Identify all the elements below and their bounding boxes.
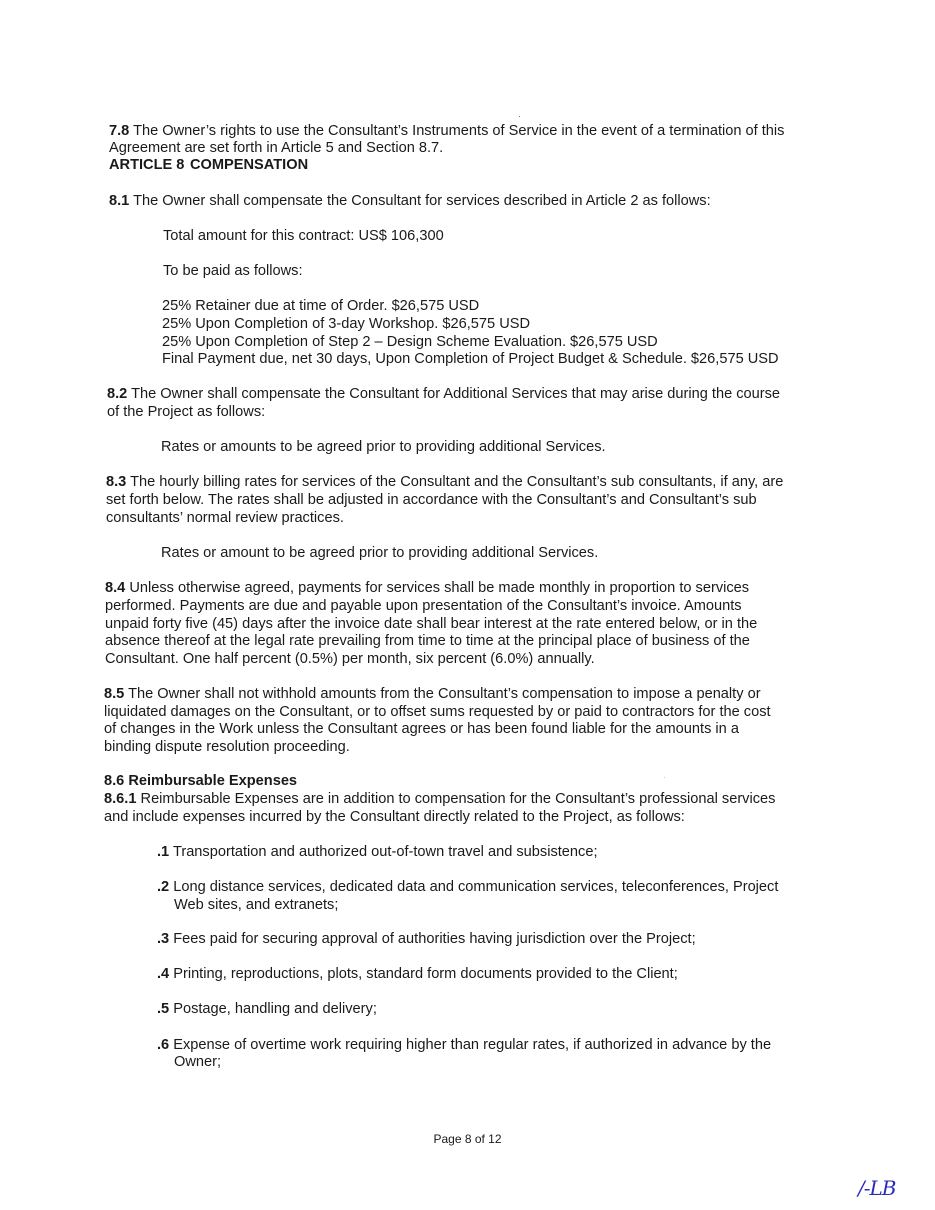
expense-item: .2 Long distance services, dedicated data and communication services, teleconferences, Project bbox=[157, 879, 779, 895]
section-8-3-line-2: set forth below. The rates shall be adjusted in accordance with the Consultant’s and Consultant’s sub bbox=[106, 492, 757, 508]
section-8-5-line-4: binding dispute resolution proceeding. bbox=[104, 739, 350, 755]
handwritten-initials: /-LB bbox=[858, 1176, 896, 1200]
section-8-2-line-2: of the Project as follows: bbox=[107, 404, 266, 420]
section-8-6-1-line-2: and include expenses incurred by the Consultant directly related to the Project, as follows: bbox=[104, 809, 685, 825]
contract-total: Total amount for this contract: US$ 106,300 bbox=[163, 228, 444, 244]
expense-item: .5 Postage, handling and delivery; bbox=[157, 1001, 377, 1017]
section-8-6-1-line-1: 8.6.1 Reimbursable Expenses are in addition to compensation for the Consultant’s professional services bbox=[104, 791, 776, 807]
hourly-rates: Rates or amount to be agreed prior to providing additional Services. bbox=[161, 545, 599, 561]
scan-speck bbox=[664, 777, 665, 778]
section-8-1-line-1: 8.1 The Owner shall compensate the Consultant for services described in Article 2 as follows: bbox=[109, 193, 711, 209]
article-number: ARTICLE 8 bbox=[109, 157, 185, 173]
section-8-3-line-3: consultants’ normal review practices. bbox=[106, 510, 344, 526]
additional-services-rates: Rates or amounts to be agreed prior to providing additional Services. bbox=[161, 439, 606, 455]
article-title: COMPENSATION bbox=[190, 157, 309, 173]
expense-item-continued: Owner; bbox=[174, 1054, 222, 1070]
expense-item: .3 Fees paid for securing approval of authorities having jurisdiction over the Project; bbox=[157, 931, 696, 947]
scan-speck bbox=[519, 116, 520, 117]
section-8-4-line-5: Consultant. One half percent (0.5%) per month, six percent (6.0%) annually. bbox=[105, 651, 595, 667]
payment-intro: To be paid as follows: bbox=[163, 263, 303, 279]
section-8-4-line-4: absence thereof at the legal rate prevailing from time to time at the principal place of business of the bbox=[105, 633, 750, 649]
section-8-3-line-1: 8.3 The hourly billing rates for services of the Consultant and the Consultant’s sub consultants, if any, are bbox=[106, 474, 784, 490]
expense-item-continued: Web sites, and extranets; bbox=[174, 897, 339, 913]
section-8-6-heading: 8.6 Reimbursable Expenses bbox=[104, 773, 298, 789]
section-8-5-line-3: of changes in the Work unless the Consultant agrees or has been found liable for the amounts in a bbox=[104, 721, 739, 737]
section-8-5-line-1: 8.5 The Owner shall not withhold amounts from the Consultant’s compensation to impose a penalty or bbox=[104, 686, 761, 702]
section-8-4-line-1: 8.4 Unless otherwise agreed, payments for services shall be made monthly in proportion to services bbox=[105, 580, 750, 596]
section-8-5-line-2: liquidated damages on the Consultant, or to offset sums requested by or paid to contractors for the cost bbox=[104, 704, 771, 720]
expense-item: .1 Transportation and authorized out-of-town travel and subsistence; bbox=[157, 844, 598, 860]
payment-item: 25% Retainer due at time of Order. $26,575 USD bbox=[162, 298, 480, 314]
payment-item: 25% Upon Completion of 3-day Workshop. $26,575 USD bbox=[162, 316, 531, 332]
expense-item: .6 Expense of overtime work requiring higher than regular rates, if authorized in advance by the bbox=[157, 1037, 772, 1053]
page-number: Page 8 of 12 bbox=[433, 1132, 502, 1146]
section-8-2-line-1: 8.2 The Owner shall compensate the Consultant for Additional Services that may arise during the course bbox=[107, 386, 781, 402]
expense-item: .4 Printing, reproductions, plots, standard form documents provided to the Client; bbox=[157, 966, 678, 982]
payment-item: Final Payment due, net 30 days, Upon Completion of Project Budget & Schedule. $26,575 USD bbox=[162, 351, 779, 367]
section-7-8-line-2: Agreement are set forth in Article 5 and Section 8.7. bbox=[109, 140, 444, 156]
section-7-8-line-1: 7.8 The Owner’s rights to use the Consultant’s Instruments of Service in the event of a termination of this bbox=[109, 123, 785, 139]
section-8-4-line-3: unpaid forty five (45) days after the invoice date shall bear interest at the rate entered below, or in the bbox=[105, 616, 758, 632]
section-8-4-line-2: performed. Payments are due and payable upon presentation of the Consultant’s invoice. Amounts bbox=[105, 598, 742, 614]
payment-item: 25% Upon Completion of Step 2 – Design Scheme Evaluation. $26,575 USD bbox=[162, 334, 658, 350]
